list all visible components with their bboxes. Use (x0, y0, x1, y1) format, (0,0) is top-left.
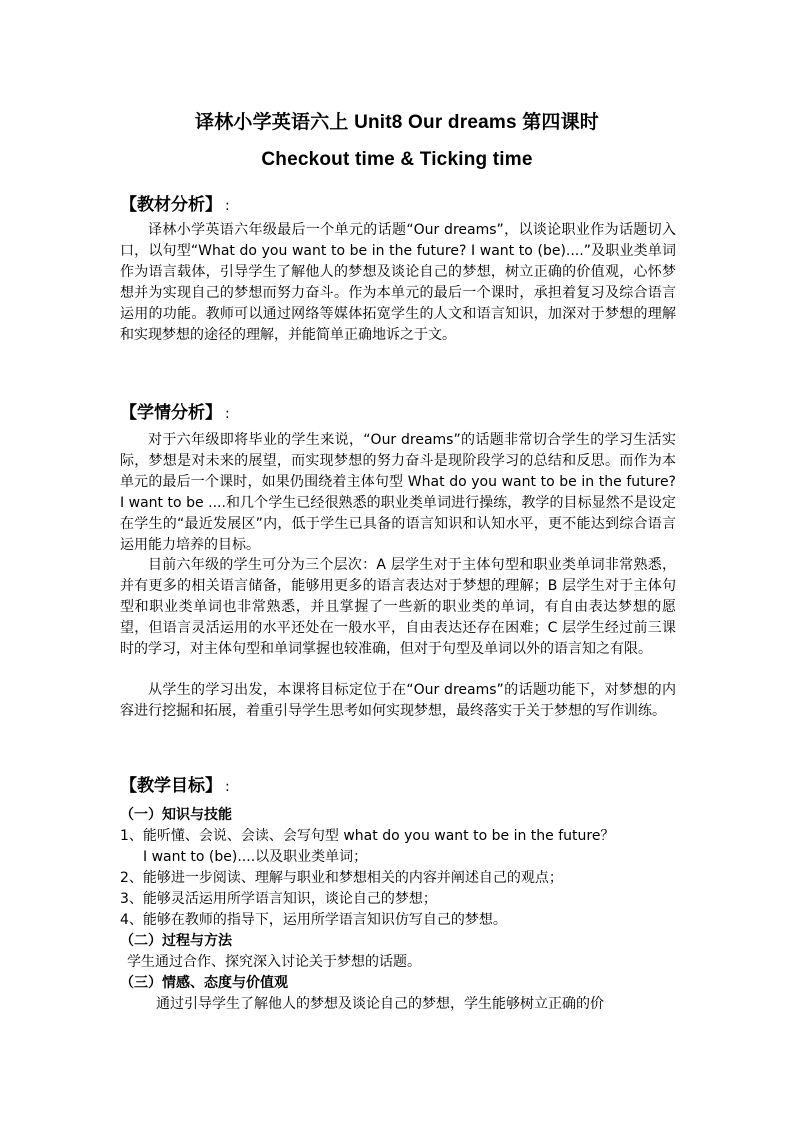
heading-text: 【教材分析】 (120, 195, 222, 215)
emotion-values-text: 通过引导学生了解他人的梦想及谈论自己的梦想，学生能够树立正确的价 (156, 996, 604, 1012)
section-heading-teaching-objectives (120, 771, 230, 796)
paragraph: 从学生的学习出发，本课将目标定位于在“Our dreams”的话题功能下，对梦想的内容进行挖掘和拓展，着重引导学生思考如何实现梦想，最终落实于关于梦想的写作训练。 (120, 682, 676, 719)
section-heading-textbook-analysis (120, 190, 230, 215)
process-methods-text: 学生通过合作、探究深入讨论关于梦想的话题。 (127, 954, 421, 970)
paragraph: 目前六年级的学生可分为三个层次：A 层学生对于主体句型和职业类单词非常熟悉，并有更多的相关语言储备，能够用更多的语言表达对于梦想的理解；B 层学生对于主体句型和职业类单词也非常熟悉，并且掌握了一些新的职业类的单词，有自由表达梦想的愿望，但语言灵活运用的水平还处在一般水平，自由表达还存在困难；C 层学生经过前三课时的学习，对主体句型和单词掌握也较准确，但对于句型及单词以外的语言知之有限。 (120, 557, 676, 657)
paragraph: 译林小学英语六年级最后一个单元的话题“Our dreams”，以谈论职业作为话题切入口，以句型“What do you want to be in the future? I want to (be)....”及职业类单词作为语言载体，引导学生了解他人的梦想及谈论自己的梦想，树立正确的价值观，心怀梦想并为实现自己的梦想而努力奋斗。作为本单元的最后一个课时，承担着复习及综合语言运用的功能。教师可以通过网络等媒体拓宽学生的人文和语言知识，加深对于梦想的理解和实现梦想的途径的理解，并能简单正确地诉之于文。 (120, 222, 676, 343)
objective-item: 1、能听懂、会说、会读、会写句型 what do you want to be in the future？ (120, 828, 615, 844)
document-subtitle: Checkout time & Ticking time (261, 149, 533, 170)
paragraph: 对于六年级即将毕业的学生来说，“Our dreams”的话题非常切合学生的学习生活实际，梦想是对未来的展望，而实现梦想的努力奋斗是现阶段学习的总结和反思。而作为本单元的最后一个课时，如果仍围绕着主体句型 What do you want to be in the future? I want to be ....和几个学生已经很熟悉的职业类单词进行操练，教学的目标显然不是设定在学生的“最近发展区”内，低于学生已具备的语言知识和认知水平，更不能达到综合语言运用能力培养的目标。 (120, 432, 676, 553)
objective-item: 2、能够进一步阅读、理解与职业和梦想相关的内容并阐述自己的观点； (120, 870, 563, 886)
objective-item: 3、能够灵活运用所学语言知识，谈论自己的梦想； (120, 891, 437, 907)
document-title: 译林小学英语六上 Unit8 Our dreams 第四课时 (195, 112, 599, 133)
heading-text: 【学情分析】 (120, 403, 222, 423)
subheading-knowledge-skills: （一）知识与技能 (120, 807, 232, 823)
heading-colon: : (225, 779, 230, 795)
heading-text: 【教学目标】 (120, 776, 222, 796)
section-heading-learner-analysis (120, 398, 230, 423)
heading-colon: : (225, 406, 230, 422)
heading-colon: : (225, 198, 230, 214)
subheading-emotion-values: （三）情感、态度与价值观 (120, 975, 288, 991)
subheading-process-methods: （二）过程与方法 (120, 933, 232, 949)
objective-item: 4、能够在教师的指导下，运用所学语言知识仿写自己的梦想。 (120, 912, 507, 928)
objective-item-continuation: I want to (be)....以及职业类单词； (143, 849, 368, 865)
